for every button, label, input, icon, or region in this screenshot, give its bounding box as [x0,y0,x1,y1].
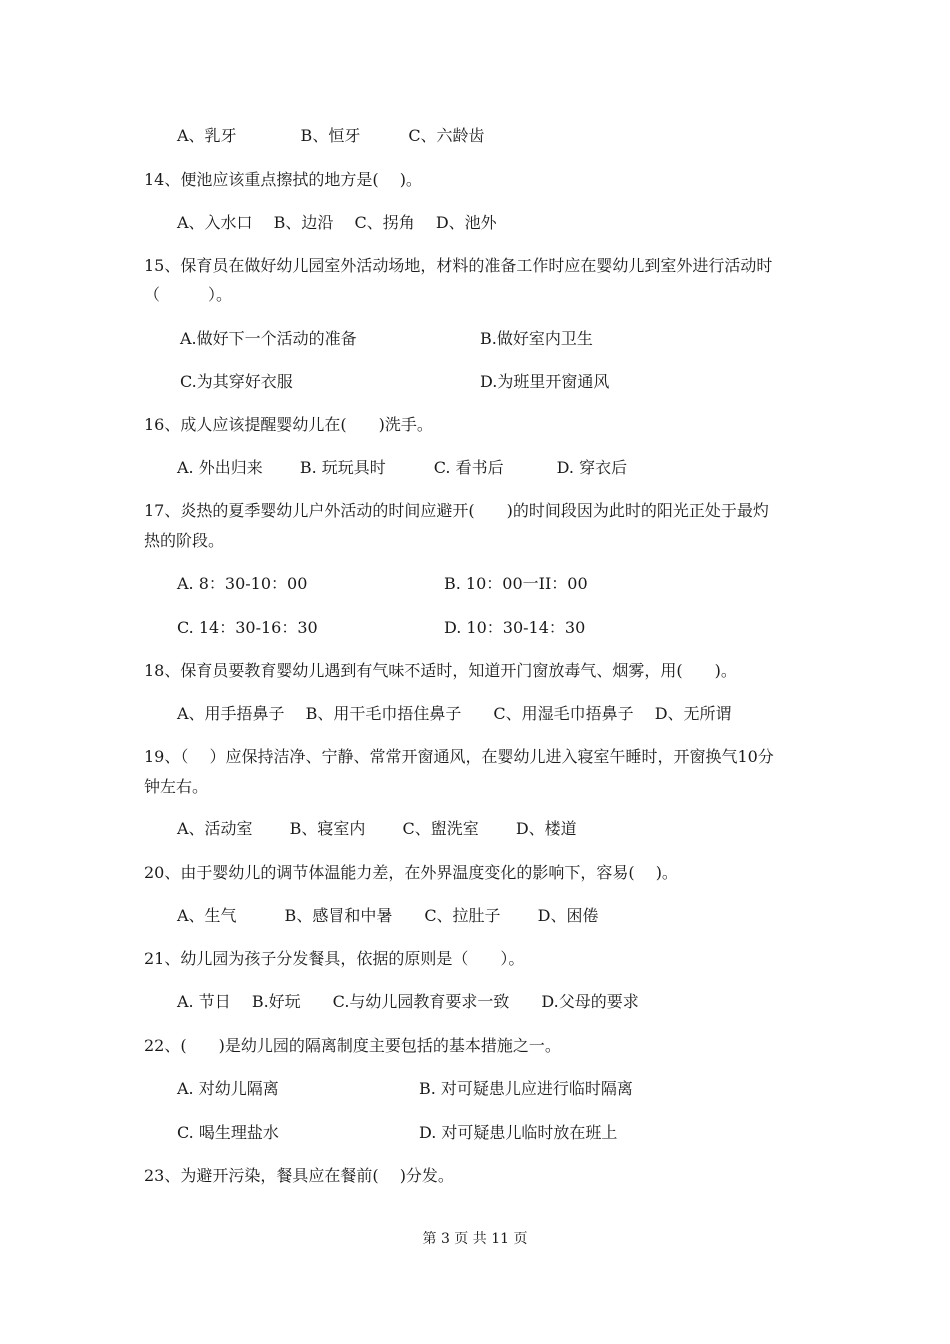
q19-options: A、活动室 B、寝室内 C、盥洗室 D、楼道 [177,819,577,838]
q22-option-d: D. 对可疑患儿临时放在班上 [419,1123,618,1142]
q15-option-d: D.为班里开窗通风 [480,372,610,391]
q15-question-cont: （ ）。 [144,285,233,304]
q21-options: A. 节日 B.好玩 C.与幼儿园教育要求一致 D.父母的要求 [177,992,639,1011]
q16-question: 16、成人应该提醒婴幼儿在( )洗手。 [144,415,433,434]
q13-options: A、乳牙 B、恒牙 C、六龄齿 [177,126,485,145]
q17-option-b: B. 10：00一II：00 [444,574,588,593]
q19-question: 19、（ ）应保持洁净、宁静、常常开窗通风，在婴幼儿进入寝室午睡时，开窗换气10分 [144,747,774,766]
q20-question: 20、由于婴幼儿的调节体温能力差，在外界温度变化的影响下，容易( )。 [144,863,678,882]
q16-options: A. 外出归来 B. 玩玩具时 C. 看书后 D. 穿衣后 [177,458,628,477]
q20-options: A、生气 B、感冒和中暑 C、拉肚子 D、困倦 [177,906,599,925]
q14-options: A、入水口 B、边沿 C、拐角 D、池外 [177,213,497,232]
q17-option-d: D. 10：30-14：30 [444,618,586,637]
q23-question: 23、为避开污染，餐具应在餐前( )分发。 [144,1166,454,1185]
q21-question: 21、幼儿园为孩子分发餐具，依据的原则是（ ）。 [144,949,525,968]
q15-question: 15、保育员在做好幼儿园室外活动场地，材料的准备工作时应在婴幼儿到室外进行活动时 [144,256,773,275]
q15-option-a: A.做好下一个活动的准备 [180,329,357,348]
q22-option-a: A. 对幼儿隔离 [177,1079,279,1098]
page-footer: 第 3 页 共 11 页 [422,1231,528,1247]
q17-question: 17、炎热的夏季婴幼儿户外活动的时间应避开( )的时间段因为此时的阳光正处于最灼 [144,501,769,520]
q17-question-cont: 热的阶段。 [144,531,225,550]
q22-option-b: B. 对可疑患儿应进行临时隔离 [419,1079,633,1098]
q19-question-cont: 钟左右。 [144,777,209,796]
q17-option-a: A. 8：30-10：00 [177,574,308,593]
q18-question: 18、保育员要教育婴幼儿遇到有气味不适时，知道开门窗放毒气、烟雾，用( )。 [144,661,737,680]
q17-option-c: C. 14：30-16：30 [177,618,318,637]
q22-question: 22、( )是幼儿园的隔离制度主要包括的基本措施之一。 [144,1036,561,1055]
q15-option-c: C.为其穿好衣服 [180,372,293,391]
q14-question: 14、便池应该重点擦拭的地方是( )。 [144,170,422,189]
q15-option-b: B.做好室内卫生 [480,329,593,348]
q22-option-c: C. 喝生理盐水 [177,1123,279,1142]
q18-options: A、用手捂鼻子 B、用干毛巾捂住鼻子 C、用湿毛巾捂鼻子 D、无所谓 [177,704,732,723]
